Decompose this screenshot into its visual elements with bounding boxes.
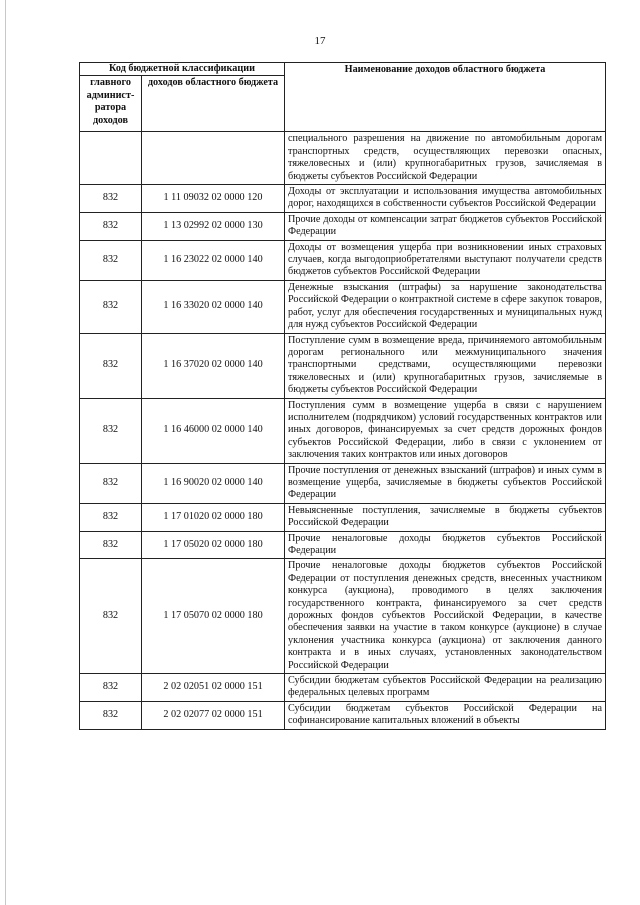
row-revenue-name: Прочие доходы от компенсации затрат бюджетов субъектов Российской Федерации (285, 212, 606, 240)
table-row (80, 674, 606, 702)
row-budget-code: 1 17 05070 02 0000 180 (142, 559, 285, 674)
budget-classification-table (79, 62, 606, 730)
table-row (80, 132, 606, 185)
row-revenue-name: Денежные взыскания (штрафы) за нарушение законодательства Российской Федерации о контрактной системе в сфере закупок товаров, работ, услуг для обеспечения государственных и муниципальных нужд для нужд субъектов Российской Федерации (285, 280, 606, 333)
row-budget-code: 1 17 05020 02 0000 180 (142, 531, 285, 559)
row-budget-code: 2 02 02051 02 0000 151 (142, 674, 285, 702)
row-revenue-name: Доходы от эксплуатации и использования имущества автомобильных дорог, находящихся в собственности субъектов Российской Федерации (285, 185, 606, 213)
row-revenue-name: Субсидии бюджетам субъектов Российской Федерации на реализацию федеральных целевых программ (285, 674, 606, 702)
table-row (80, 212, 606, 240)
table-row (80, 701, 606, 729)
header-main-administrator: главного админист-ратора доходов (80, 76, 142, 132)
row-revenue-name: Субсидии бюджетам субъектов Российской Федерации на софинансирование капитальных вложений в объекты (285, 701, 606, 729)
header-classification-code: Код бюджетной классификации (80, 63, 285, 76)
scan-edge-line (5, 0, 6, 905)
row-administrator-code: 832 (80, 503, 142, 531)
row-budget-code: 1 16 46000 02 0000 140 (142, 398, 285, 463)
row-budget-code: 2 02 02077 02 0000 151 (142, 701, 285, 729)
row-administrator-code (80, 132, 142, 185)
row-administrator-code: 832 (80, 674, 142, 702)
row-budget-code: 1 16 23022 02 0000 140 (142, 240, 285, 280)
row-budget-code: 1 17 01020 02 0000 180 (142, 503, 285, 531)
row-budget-code: 1 16 37020 02 0000 140 (142, 333, 285, 398)
header-revenue-name: Наименование доходов областного бюджета (285, 63, 606, 132)
table-row (80, 463, 606, 503)
row-budget-code: 1 16 90020 02 0000 140 (142, 463, 285, 503)
row-revenue-name: Невыясненные поступления, зачисляемые в бюджеты субъектов Российской Федерации (285, 503, 606, 531)
row-budget-code: 1 13 02992 02 0000 130 (142, 212, 285, 240)
row-revenue-name: Поступления сумм в возмещение ущерба в связи с нарушением исполнителем (подрядчиком) условий государственных контрактов или иных договоров, финансируемых за счет средств дорожных фондов субъектов Российской Федерации, либо в связи с уклонением от заключения таких контрактов или иных договоров (285, 398, 606, 463)
row-budget-code: 1 11 09032 02 0000 120 (142, 185, 285, 213)
table-header (80, 63, 606, 132)
row-administrator-code: 832 (80, 398, 142, 463)
page-number: 17 (314, 35, 326, 47)
row-budget-code: 1 16 33020 02 0000 140 (142, 280, 285, 333)
row-revenue-name: Поступление сумм в возмещение вреда, причиняемого автомобильным дорогам регионального или межмуниципального значения транспортными средствами, осуществляющими перевозки тяжеловесных и (или) крупногабаритных грузов, зачисляемые в бюджеты субъектов Российской Федерации (285, 333, 606, 398)
row-administrator-code: 832 (80, 240, 142, 280)
table-row (80, 531, 606, 559)
row-administrator-code: 832 (80, 701, 142, 729)
row-administrator-code: 832 (80, 185, 142, 213)
row-budget-code (142, 132, 285, 185)
row-administrator-code: 832 (80, 463, 142, 503)
table-row (80, 503, 606, 531)
row-revenue-name: Прочие поступления от денежных взысканий (штрафов) и иных сумм в возмещение ущерба, зачисляемые в бюджеты субъектов Российской Федерации (285, 463, 606, 503)
table-row (80, 240, 606, 280)
table-body (80, 132, 606, 729)
table-row (80, 185, 606, 213)
table-row (80, 333, 606, 398)
row-administrator-code: 832 (80, 559, 142, 674)
table-row (80, 398, 606, 463)
row-administrator-code: 832 (80, 212, 142, 240)
row-revenue-name: Прочие неналоговые доходы бюджетов субъектов Российской Федерации (285, 531, 606, 559)
row-revenue-name: специального разрешения на движение по автомобильным дорогам транспортных средств, осуществляющих перевозки опасных, тяжеловесных и (или) крупногабаритных грузов, зачисляемая в бюджеты субъектов Российской Федерации (285, 132, 606, 185)
row-administrator-code: 832 (80, 280, 142, 333)
row-administrator-code: 832 (80, 333, 142, 398)
table-row (80, 280, 606, 333)
row-administrator-code: 832 (80, 531, 142, 559)
header-regional-revenue: доходов областного бюджета (142, 76, 285, 132)
table-row (80, 559, 606, 674)
row-revenue-name: Прочие неналоговые доходы бюджетов субъектов Российской Федерации от поступления денежных средств, внесенных участником конкурса (аукциона), проводимого в целях заключения государственного контракта, финансируемого за счет средств дорожных фондов субъектов Российской Федерации, в качестве обеспечения заявки на участие в таком конкурсе (аукционе) в случае уклонения участника конкурса (аукциона) от заключения данного контракта и в иных случаях, установленных законодательством Российской Федерации (285, 559, 606, 674)
row-revenue-name: Доходы от возмещения ущерба при возникновении иных страховых случаев, когда выгодоприобретателями выступают получатели средств бюджетов субъектов Российской Федерации (285, 240, 606, 280)
